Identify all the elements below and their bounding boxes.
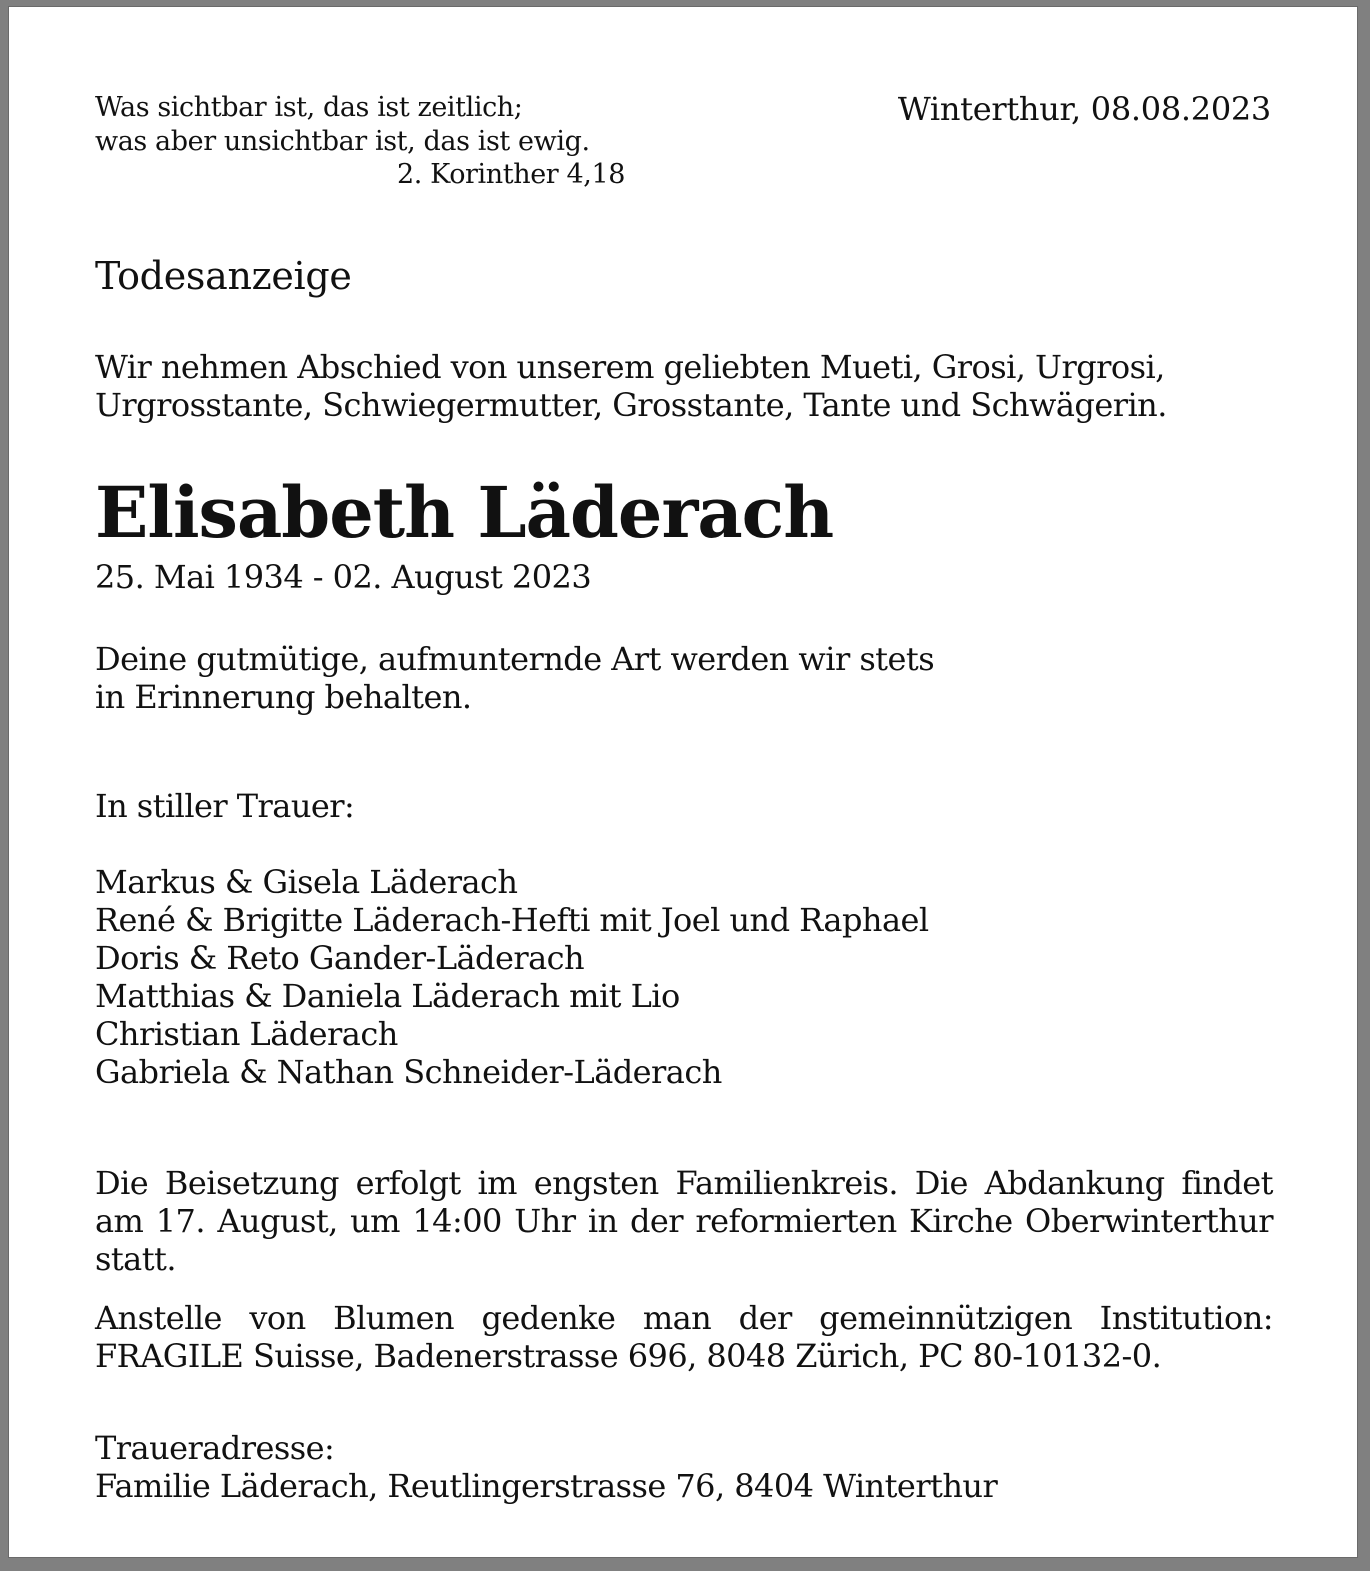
mourning-address <box>95 1429 997 1505</box>
funeral-info <box>95 1164 1273 1278</box>
deceased-name: Elisabeth Läderach <box>95 471 834 554</box>
mourners-heading: In stiller Trauer: <box>95 787 355 825</box>
mourner-entry: Christian Läderach <box>95 1015 398 1053</box>
tribute-line-1: Deine gutmütige, aufmunternde Art werden wir stets <box>95 640 935 678</box>
funeral-line-3: statt. <box>95 1240 176 1278</box>
donation-info <box>95 1299 1273 1375</box>
mourner-entry: Markus & Gisela Läderach <box>95 863 518 901</box>
intro-line-2: Urgrosstante, Schwiegermutter, Grosstante, Tante und Schwägerin. <box>95 386 1167 424</box>
address-label: Traueradresse: <box>95 1429 335 1467</box>
mourner-entry: Doris & Reto Gander-Läderach <box>95 939 585 977</box>
verse-line-1: Was sichtbar ist, das ist zeitlich; <box>95 92 523 123</box>
life-dates: 25. Mai 1934 - 02. August 2023 <box>95 558 592 596</box>
funeral-line-2: am 17. August, um 14:00 Uhr in der reformierten Kirche Oberwinterthur <box>95 1202 1273 1240</box>
address-value: Familie Läderach, Reutlingerstrasse 76, 8404 Winterthur <box>95 1467 998 1505</box>
place-date: Winterthur, 08.08.2023 <box>897 90 1271 128</box>
mourners-list <box>95 863 929 1091</box>
donation-line-2: FRAGILE Suisse, Badenerstrasse 696, 8048 Zürich, PC 80-10132-0. <box>95 1337 1162 1375</box>
tribute-line-2: in Erinnerung behalten. <box>95 678 472 716</box>
intro-line-1: Wir nehmen Abschied von unserem geliebten Mueti, Grosi, Urgrosi, <box>95 348 1165 386</box>
verse-reference: 2. Korinther 4,18 <box>397 159 625 190</box>
donation-line-1: Anstelle von Blumen gedenke man der gemeinnützigen Institution: <box>95 1299 1273 1337</box>
notice-heading: Todesanzeige <box>95 254 352 298</box>
mourner-entry: Gabriela & Nathan Schneider-Läderach <box>95 1053 722 1091</box>
funeral-line-1: Die Beisetzung erfolgt im engsten Familienkreis. Die Abdankung findet <box>95 1164 1273 1202</box>
bible-verse <box>95 91 590 159</box>
verse-line-2: was aber unsichtbar ist, das ist ewig. <box>95 126 590 157</box>
mourner-entry: René & Brigitte Läderach-Hefti mit Joel und Raphael <box>95 901 929 939</box>
obituary-page <box>8 6 1358 1558</box>
tribute-text <box>95 640 934 716</box>
intro-text <box>95 348 1167 424</box>
mourner-entry: Matthias & Daniela Läderach mit Lio <box>95 977 680 1015</box>
